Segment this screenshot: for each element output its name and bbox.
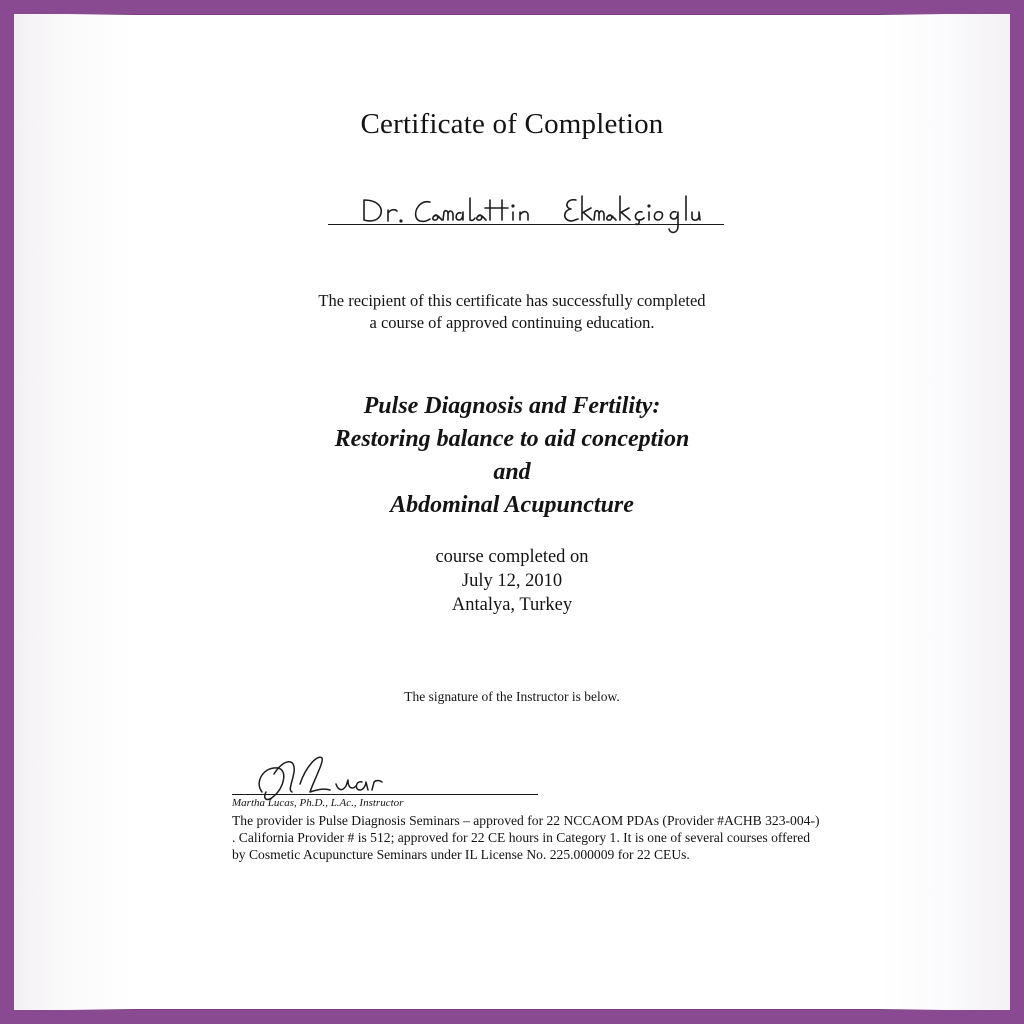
completion-statement-line2: a course of approved continuing education.	[369, 313, 655, 332]
course-title-line2: Restoring balance to aid conception	[334, 426, 690, 452]
completed-label: course completed on	[435, 547, 589, 567]
provider-statement: The provider is Pulse Diagnosis Seminars – approved for 22 NCCAOM PDAs (Provider #ACHB 323-004-) . California Provider # is 512; approved for 22 CE hours in Category 1. It is one of several courses offered by Cosmetic Acupuncture Seminars under IL License No. 225.000009 for 22 CEUs.	[232, 813, 820, 862]
instructor-name: Martha Lucas, Ph.D., L.Ac., Instructor	[232, 797, 404, 809]
course-title-line4: Abdominal Acupuncture	[390, 492, 634, 518]
recipient-signature	[330, 188, 740, 238]
completed-location: Antalya, Turkey	[451, 595, 573, 615]
course-title-line1: Pulse Diagnosis and Fertility:	[363, 393, 661, 419]
instructor-signature-note: The signature of the Instructor is below.	[404, 689, 620, 704]
recipient-signature-line	[328, 224, 724, 225]
certificate-title: Certificate of Completion	[360, 108, 664, 140]
completion-statement-line1: The recipient of this certificate has successfully completed	[318, 291, 706, 310]
instructor-signature-line	[232, 794, 538, 795]
course-title-line3: and	[493, 459, 531, 485]
completed-date: July 12, 2010	[461, 571, 563, 591]
